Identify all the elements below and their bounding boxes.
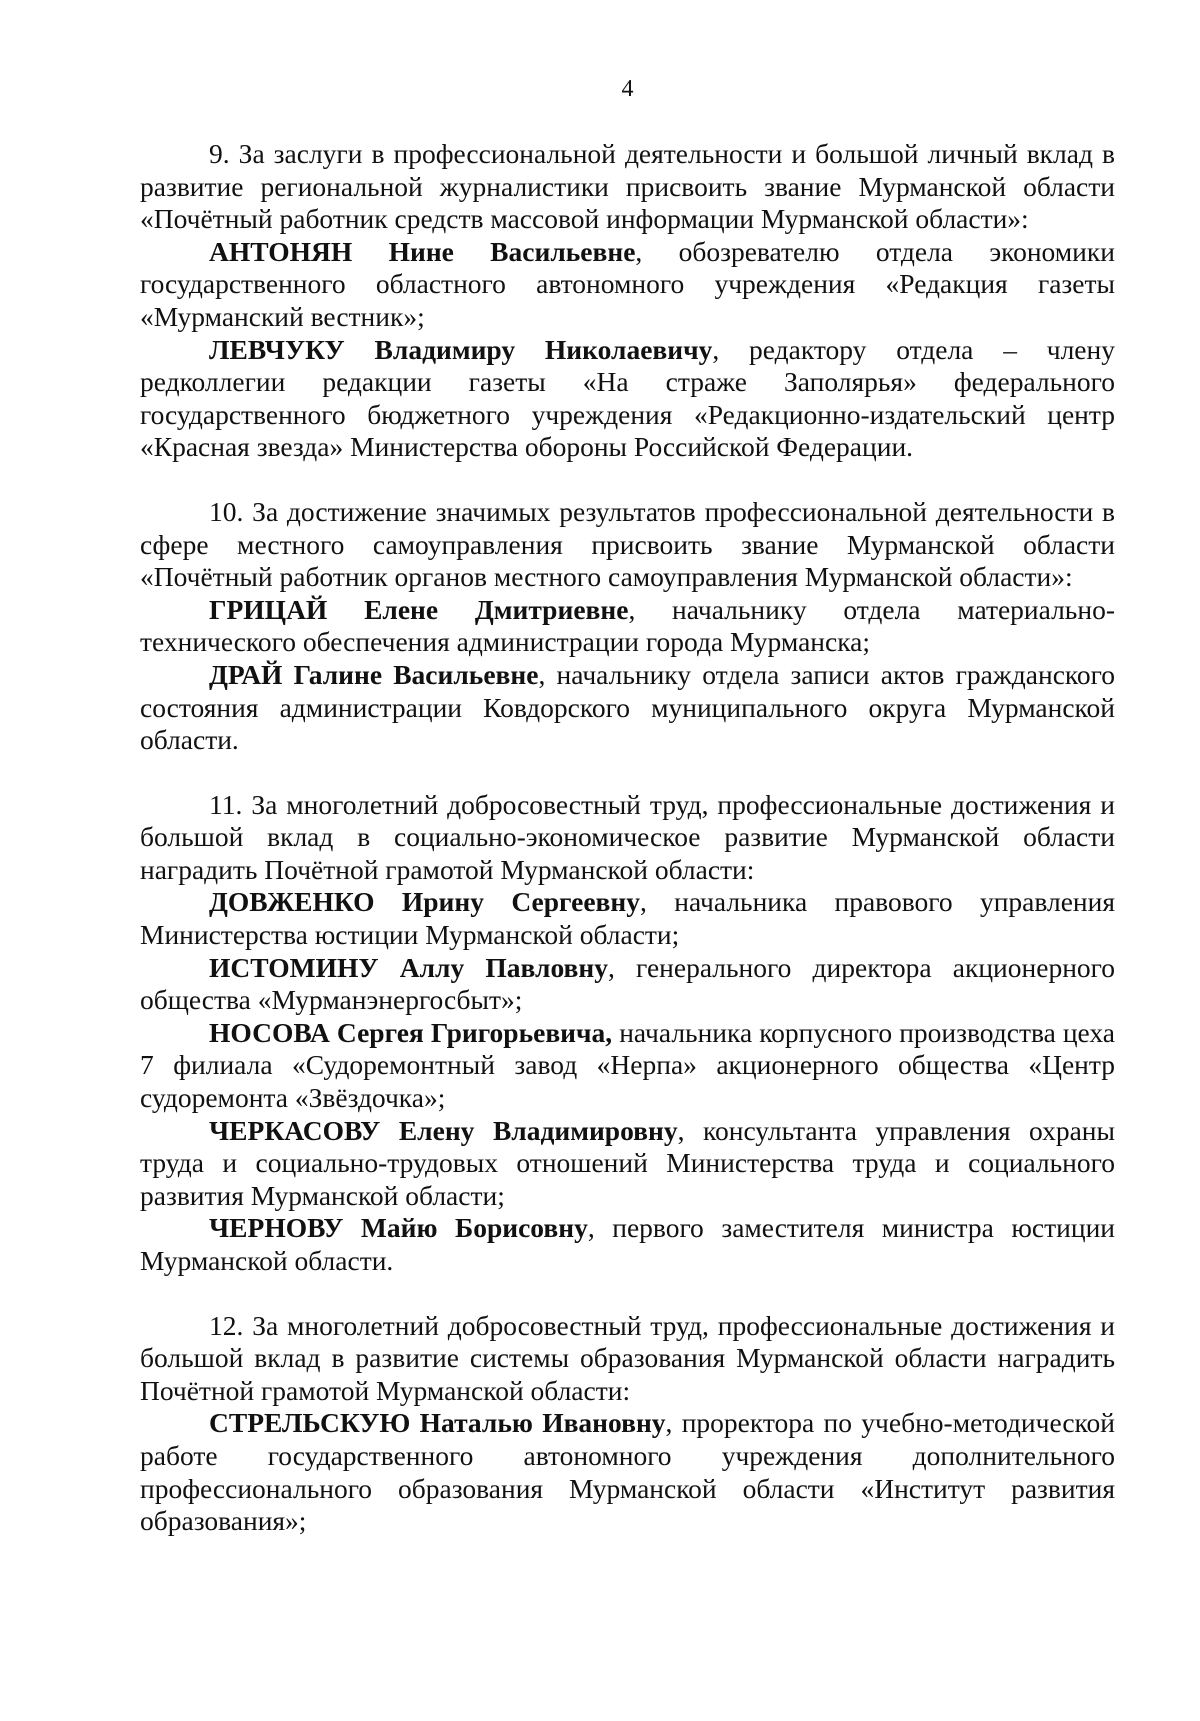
awardee-entry	[140, 952, 1115, 1017]
section-intro: 12. За многолетний добросовестный труд, профессиональные достижения и большой вклад в развитие системы образования Мурманской области наградить Почётной грамотой Мурманской области:	[140, 1309, 1115, 1406]
awardee-name: ДОВЖЕНКО Ирину Сергеевну	[209, 886, 641, 918]
awardee-entry	[140, 1115, 1115, 1213]
awardee-position: , начальника правового управления Министерства юстиции Мурманской области;	[140, 886, 1115, 951]
awardee-entry	[140, 1017, 1115, 1115]
awardee-position: , генерального директора акционерного общества «Мурманэнергосбыт»;	[140, 951, 1116, 1016]
awardee-position: , начальнику отдела записи актов гражданского состояния администрации Ковдорского муниципального округа Мурманской области.	[140, 658, 1115, 756]
awardee-entry	[140, 1407, 1115, 1537]
awardee-position: начальника корпусного производства цеха 7 филиала «Судоремонтный завод «Нерпа» акционерного общества «Центр судоремонта «Звёздочка»;	[140, 1016, 1115, 1114]
awardee-name: ЧЕРКАСОВУ Елену Владимировну	[209, 1114, 678, 1146]
awardee-position: , начальнику отдела материально-технического обеспечения администрации города Мурманска;	[140, 593, 1115, 658]
awardee-entry	[140, 334, 1115, 464]
awardee-position: , первого заместителя министра юстиции Мурманской области.	[140, 1212, 1116, 1276]
awardee-name: НОСОВА Сергея Григорьевича,	[209, 1016, 613, 1048]
awardee-name: СТРЕЛЬСКУЮ Наталью Ивановну	[209, 1407, 666, 1439]
document-page	[140, 70, 1115, 1570]
awardee-name: ГРИЦАЙ Елене Дмитриевне	[209, 593, 629, 625]
awardee-name: ЧЕРНОВУ Майю Борисовну	[209, 1212, 588, 1244]
awardee-entry	[140, 1212, 1115, 1277]
awardee-entry	[140, 886, 1115, 951]
section-12	[140, 1310, 1115, 1538]
section-intro: 9. За заслуги в профессиональной деятельности и большой личный вклад в развитие региональной журналистики присвоить звание Мурманской области «Почётный работник средств массовой информации Мурманской области»:	[140, 138, 1115, 235]
section-11	[140, 789, 1115, 1278]
page-number: 4	[621, 76, 634, 102]
awardee-position: , обозревателю отдела экономики государственного областного автономного учреждения «Редакция газеты «Мурманский вестник»;	[140, 235, 1115, 332]
awardee-position: , консультанта управления охраны труда и социально-трудовых отношений Министерства труда и социального развития Мурманской области;	[140, 1114, 1115, 1211]
section-intro: 10. За достижение значимых результатов профессиональной деятельности в сфере местного самоуправления присвоить звание Мурманской области «Почётный работник органов местного самоуправления Мурманской области»:	[140, 495, 1115, 593]
awardee-entry	[140, 236, 1115, 334]
awardee-position: , редактору отдела – члену редколлегии редакции газеты «На страже Заполярья» федерального государственного бюджетного учреждения «Редакционно-издательский центр «Красная звезда» Министерства обороны Российской Федерации.	[140, 333, 1115, 463]
awardee-name: ДРАЙ Галине Васильевне	[209, 658, 539, 690]
awardee-name: ЛЕВЧУКУ Владимиру Николаевичу	[209, 333, 713, 365]
awardee-position: , проректора по учебно-методической работе государственного автономного учреждения дополнительного профессионального образования Мурманской области «Институт развития образования»;	[140, 1407, 1115, 1537]
section-intro: 11. За многолетний добросовестный труд, профессиональные достижения и большой вклад в социально-экономическое развитие Мурманской области наградить Почётной грамотой Мурманской области:	[140, 788, 1115, 885]
awardee-name: ИСТОМИНУ Аллу Павловну	[209, 951, 608, 983]
section-10	[140, 496, 1115, 757]
awardee-entry	[140, 594, 1115, 659]
section-9	[140, 138, 1115, 464]
awardee-entry	[140, 659, 1115, 757]
awardee-name: АНТОНЯН Нине Васильевне	[209, 235, 636, 267]
